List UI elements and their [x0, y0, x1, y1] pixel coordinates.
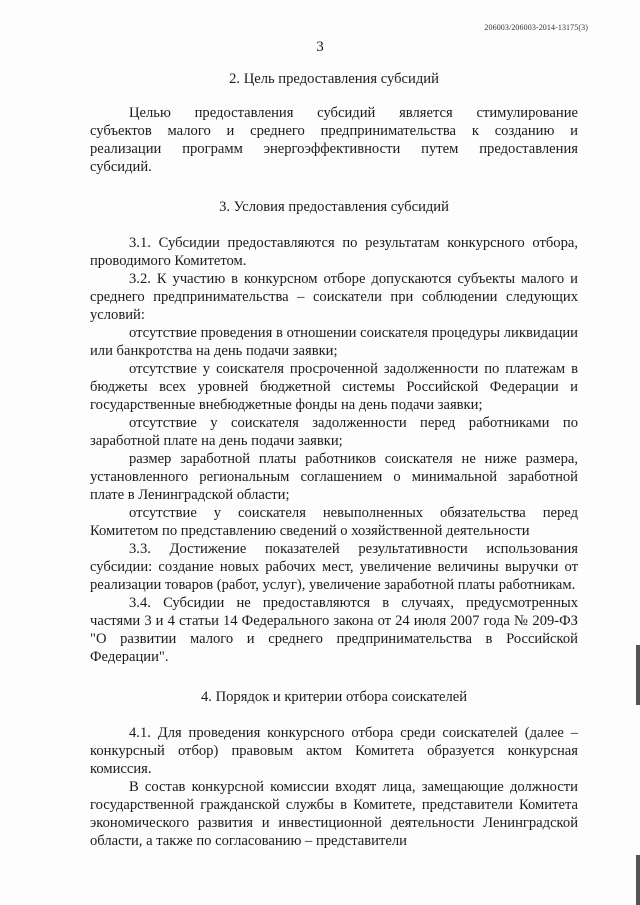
paragraph: 3.2. К участию в конкурсном отборе допускаются субъекты малого и среднего предпринимательства – соискатели при соблюдении следующих условий:: [90, 271, 578, 323]
paragraph: Целью предоставления субсидий является стимулирование субъектов малого и среднего предпринимательства к созданию и реализации программ энергоэффективности путем предоставления субсидий.: [90, 105, 578, 175]
page-number: 3: [316, 39, 324, 55]
paragraph: 3.4. Субсидии не предоставляются в случаях, предусмотренных частями 3 и 4 статьи 14 Федерального закона от 24 июля 2007 года № 209-ФЗ "О развитии малого и среднего предпринимательства в Российской Федерации".: [90, 595, 578, 665]
paragraph: 3.3. Достижение показателей результативности использования субсидии: создание новых рабочих мест, увеличение величины выручки от реализации товаров (работ, услуг), увеличение заработной платы работникам.: [90, 541, 578, 593]
list-item: размер заработной платы работников соискателя не ниже размера, установленного региональным соглашением о минимальной заработной плате в Ленинградской области;: [90, 451, 578, 503]
document-id: 206003/206003-2014-13175(3): [484, 23, 588, 32]
section-heading-2: 2. Цель предоставления субсидий: [229, 71, 439, 87]
paragraph: 3.1. Субсидии предоставляются по результатам конкурсного отбора, проводимого Комитетом.: [90, 235, 578, 269]
paragraph: 4.1. Для проведения конкурсного отбора среди соискателей (далее – конкурсный отбор) правовым актом Комитета образуется конкурсная комиссия.: [90, 725, 578, 777]
scan-edge-mark: [636, 855, 640, 905]
document-body: [90, 70, 578, 850]
list-item: отсутствие у соискателя задолженности перед работниками по заработной плате на день подачи заявки;: [90, 415, 578, 449]
paragraph: В состав конкурсной комиссии входят лица, замещающие должности государственной гражданской службы в Комитете, представители Комитета экономического развития и инвестиционной деятельности Ленинградской области, а также по согласованию – представители: [90, 779, 578, 849]
scan-edge-mark: [636, 645, 640, 705]
list-item: отсутствие у соискателя невыполненных обязательства перед Комитетом по представлению сведений о хозяйственной деятельности: [90, 505, 578, 539]
section-heading-3: 3. Условия предоставления субсидий: [219, 199, 449, 215]
section-heading-4: 4. Порядок и критерии отбора соискателей: [200, 689, 468, 705]
list-item: отсутствие проведения в отношении соискателя процедуры ликвидации или банкротства на день подачи заявки;: [90, 325, 578, 359]
list-item: отсутствие у соискателя просроченной задолженности по платежам в бюджеты всех уровней бюджетной системы Российской Федерации и государственные внебюджетные фонды на день подачи заявки;: [90, 361, 578, 413]
